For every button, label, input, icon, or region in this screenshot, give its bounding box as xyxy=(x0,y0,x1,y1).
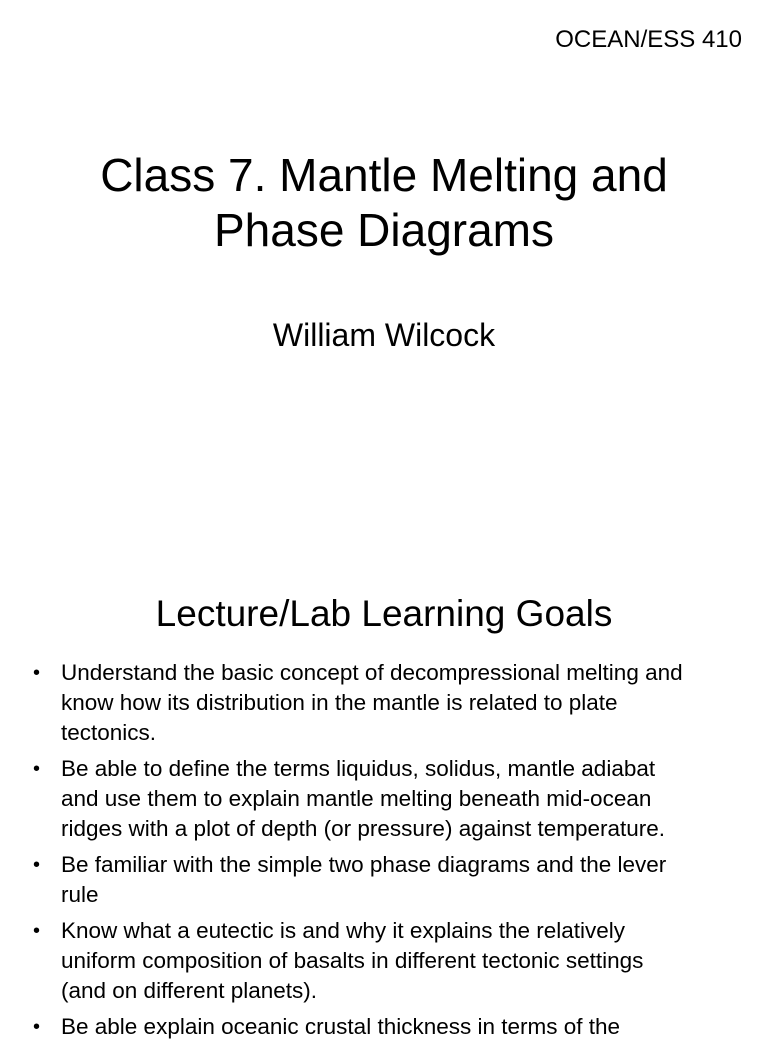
goal-item xyxy=(0,658,768,748)
goal-item xyxy=(0,916,768,1006)
bullet-icon: • xyxy=(33,758,41,780)
title-line-1: Class 7. Mantle Melting and xyxy=(100,149,668,201)
goal-text-line: rule xyxy=(61,882,99,907)
goals-heading: Lecture/Lab Learning Goals xyxy=(155,593,613,634)
goal-text-line: Be familiar with the simple two phase diagrams and the lever xyxy=(61,852,667,877)
goals-list xyxy=(0,658,768,1048)
goal-text-line: know how its distribution in the mantle is related to plate xyxy=(61,690,618,715)
bullet-icon: • xyxy=(33,920,41,942)
goal-item xyxy=(0,1012,768,1042)
goal-text-line: (and on different planets). xyxy=(61,978,318,1003)
goal-item xyxy=(0,754,768,844)
goal-text-line: tectonics. xyxy=(61,720,157,745)
course-code: OCEAN/ESS 410 xyxy=(555,26,742,53)
author-name: William Wilcock xyxy=(272,317,496,353)
title-line-2: Phase Diagrams xyxy=(213,204,555,256)
goal-item xyxy=(0,850,768,910)
page-title xyxy=(0,148,768,258)
bullet-icon: • xyxy=(33,662,41,684)
goal-text-line: Understand the basic concept of decompressional melting and xyxy=(61,660,683,685)
goal-text-line: Be able explain oceanic crustal thickness in terms of the xyxy=(61,1014,621,1039)
goal-text-line: Be able to define the terms liquidus, solidus, mantle adiabat xyxy=(61,756,656,781)
bullet-icon: • xyxy=(33,854,41,876)
bullet-icon: • xyxy=(33,1016,41,1038)
goal-text-line: and use them to explain mantle melting beneath mid-ocean xyxy=(61,786,652,811)
goal-text-line: uniform composition of basalts in different tectonic settings xyxy=(61,948,644,973)
goal-text-line: ridges with a plot of depth (or pressure) against temperature. xyxy=(61,816,666,841)
goal-text-line: Know what a eutectic is and why it explains the relatively xyxy=(61,918,626,943)
